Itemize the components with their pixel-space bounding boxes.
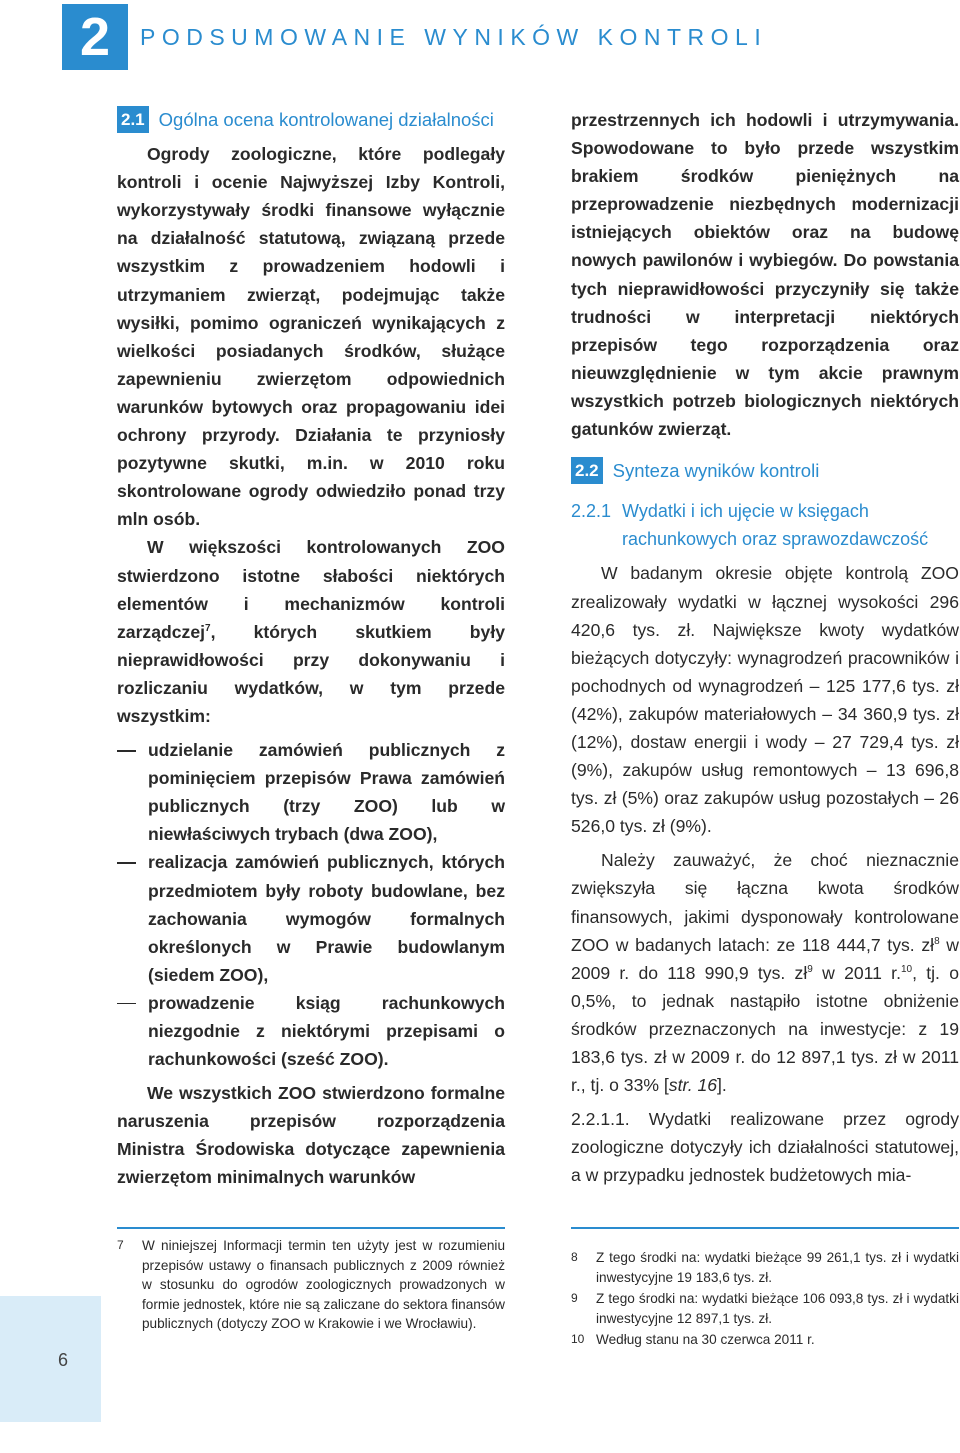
paragraph: We wszystkich ZOO stwierdzono formalne naruszenia przepisów rozporządzenia Ministra Środowiska dotyczące zapewnienia zwierzętom minimalnych warunków — [117, 1083, 505, 1188]
section-title: Synteza wyników kontroli — [612, 460, 820, 482]
footnote — [571, 1289, 959, 1328]
footnote-text: W niniejszej Informacji termin ten użyty jest w rozumieniu przepisów ustawy o finansach publicznych z 2009 również w stosunku do ogrodów zoologicznych prowadzonych w formie jednostek, które nie są zaliczane do sektora finansów publicznych (dotyczy ZOO w Krakowie i we Wrocławiu). — [142, 1238, 505, 1331]
footnote-text: Według stanu na 30 czerwca 2011 r. — [596, 1332, 815, 1347]
paragraph: W badanym okresie objęte kontrolą ZOO zrealizowały wydatki w łącznej wysokości 296 420,6 tys. zł. Największe kwoty wydatków bieżących dotyczyły: wynagrodzeń pracowników i pochodnych od wynagrodzeń – 125 177,6 tys. zł (42%), zakupów materiałowych – 34 360,9 tys. zł (12%), dostaw energii i wody – 27 729,4 tys. zł (9%), zakupów usług remontowych – 13 696,8 tys. zł (5%) oraz zakupów usług pozostałych – 26 526,0 tys. zł (9%). — [571, 563, 959, 837]
list-item: prowadzenie ksiąg rachunkowych niezgodnie z niektórymi przepisami o rachunkowości (sześć ZOO). — [117, 989, 505, 1073]
paragraph: przestrzennych ich hodowli i utrzymywania. Spowodowane to było przede wszystkim brakiem środków pieniężnych na przeprowadzenie niezbędnych modernizacji istniejących obiektów oraz na budowę nowych pawilonów i wybiegów. Do powstania tych nieprawidłowości przyczyniły się także trudności w interpretacji niektórych przepisów tego rozporządzenia oraz nieuwzględnienie w tym akcie prawnym wszystkich potrzeb biologicznych niektórych gatunków zwierząt. — [571, 110, 959, 440]
subsection-title: Wydatki i ich ujęcie w księgach rachunkowych oraz sprawozdawczość — [622, 501, 929, 550]
subsection-number: 2.2.1 — [571, 501, 612, 522]
footnote-text: Z tego środki na: wydatki bieżące 106 093,8 tys. zł i wydatki inwestycyjne 12 897,1 tys. zł. — [596, 1291, 959, 1326]
footnote — [571, 1330, 959, 1350]
footnote-ref[interactable]: 8 — [934, 935, 940, 947]
list-item: realizacja zamówień publicznych, których przedmiotem były roboty budowlane, bez zachowania wymogów formalnych określonych w Prawie budowlanym (siedem ZOO), — [117, 848, 505, 988]
footnotes-right — [571, 1248, 959, 1352]
section-number-badge: 2.2 — [571, 457, 603, 484]
bullet-list — [117, 736, 505, 1073]
footnote-number: 8 — [571, 1250, 578, 1264]
chapter-title: PODSUMOWANIE WYNIKÓW KONTROLI — [140, 24, 768, 50]
footnote-number: 7 — [117, 1238, 124, 1252]
footnote-ref[interactable]: 7 — [205, 622, 211, 634]
section-title: Ogólna ocena kontrolowanej działalności — [158, 109, 494, 130]
footnotes-left — [117, 1236, 505, 1336]
page-number: 6 — [57, 1350, 68, 1370]
paragraph: Ogrody zoologiczne, które podlegały kontroli i ocenie Najwyższej Izby Kontroli, wykorzystywały środki finansowe wyłącznie na działalność statutową, związaną przede wszystkim z prowadzeniem hodowli i utrzymaniem zwierząt, podejmując także wysiłki, pomimo ograniczeń wynikających z wielkości posiadanych środków, służące zapewnieniu zwierzętom odpowiednich warunków bytowych oraz propagowaniu idei ochrony przyrody. Działania te przyniosły pozytywne skutki, m.in. w 2010 roku skontrolowane ogrody odwiedziło ponad trzy mln osób. — [117, 144, 505, 530]
paragraph: Należy zauważyć, że choć nieznacznie zwiększyła się łączna kwota środków finansowych, jakimi dysponowały kontrolowane ZOO w badanych latach: ze 118 444,7 tys. $zł^8$ w 2009 r. do 118 990,9 tys. $zł^9$ w 2011 r.$^{10}$, tj. o 0,5%, to jednak nastąpiło istotne obniżenie środków przeznaczonych na inwestycje: z 19 183,6 tys. zł w 2009 r. do 12 897,1 tys. zł w 2011 r., tj. o 33% [str. 16]. — [571, 850, 959, 1096]
chapter-number: 2 — [79, 7, 111, 67]
left-column — [117, 106, 505, 1192]
footnote-text: Z tego środki na: wydatki bieżące 99 261,1 tys. zł i wydatki inwestycyjne 19 183,6 tys. zł. — [596, 1250, 959, 1285]
section-number-badge: 2.1 — [117, 106, 149, 133]
paragraph: 2.2.1.1. Wydatki realizowane przez ogrody zoologiczne dotyczyły ich działalności statutowej, a w przypadku jednostek budżetowych mia- — [571, 1109, 959, 1186]
footnote — [117, 1236, 505, 1334]
footnote-divider — [117, 1227, 505, 1229]
footnote-number: 9 — [571, 1291, 578, 1305]
footnote-divider — [571, 1227, 959, 1229]
section-2-1-heading — [117, 106, 505, 134]
page-reference[interactable]: str. 16 — [668, 1075, 718, 1096]
footnote — [571, 1248, 959, 1287]
subsection-2-2-1-heading — [571, 497, 959, 553]
footnote-number: 10 — [571, 1332, 585, 1346]
right-column — [571, 106, 959, 1189]
chapter-number-box — [62, 4, 128, 70]
paragraph: W większości kontrolowanych ZOO stwierdzono istotne słabości niektórych elementów i mechanizmów kontroli zarządczej$^7$, których skutkiem były nieprawidłowości przy dokonywaniu i rozliczaniu wydatków, w tym przede wszystkim: — [117, 537, 505, 726]
footnote-ref[interactable]: 9 — [807, 963, 813, 975]
footnote-ref[interactable]: 10 — [900, 963, 913, 975]
section-2-2-heading — [571, 457, 959, 485]
list-item: udzielanie zamówień publicznych z pominięciem przepisów Prawa zamówień publicznych (trzy ZOO) lub w niewłaściwych trybach (dwa ZOO), — [117, 736, 505, 848]
